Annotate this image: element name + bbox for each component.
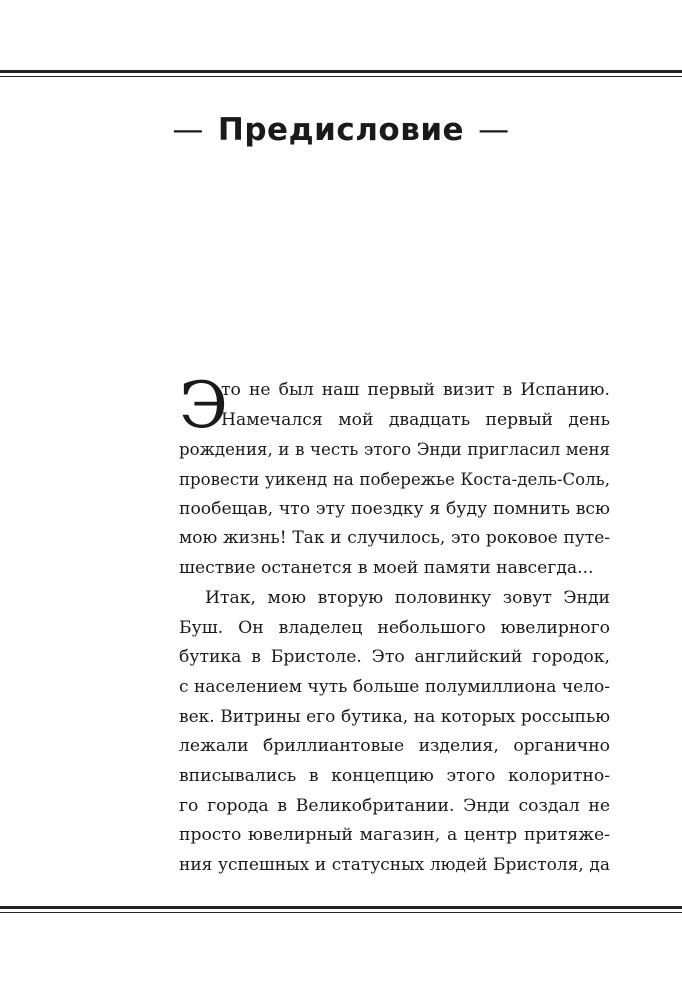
title-dash-right: —: [478, 112, 510, 148]
text-line: вписывались в концепцию этого колоритно-: [179, 765, 610, 786]
text-line: бутика в Бристоле. Это английский городок,: [179, 647, 610, 668]
text-line: шествие останется в моей памяти навсегда...: [179, 558, 594, 579]
bottom-rule: [0, 906, 682, 913]
page-title: [0, 112, 682, 148]
text-line: век. Витрины его бутика, на которых россыпью: [179, 706, 610, 727]
paragraph-2: [179, 584, 610, 881]
text-line: ния успешных и статусных людей Бристоля, да: [179, 855, 610, 875]
title-text: Предисловие: [217, 112, 465, 148]
text-line: провести уикенд на побережье Коста-дель-Соль,: [179, 470, 610, 490]
title-dash-left: —: [172, 112, 204, 148]
text-line: пообещав, что эту поездку я буду помнить всю: [179, 498, 610, 519]
text-line: с населением чуть больше полумиллиона чело-: [179, 676, 610, 697]
text-line: лежали бриллиантовые изделия, органично: [179, 736, 610, 757]
top-rule: [0, 70, 682, 77]
text-line: Намечался мой двадцать первый день: [221, 409, 610, 430]
paragraph-1: [179, 369, 610, 584]
body-text: [179, 369, 610, 881]
text-line: Буш. Он владелец небольшого ювелирного: [179, 617, 610, 638]
drop-cap: Э: [179, 369, 228, 443]
text-line: го города в Великобритании. Энди создал не: [179, 795, 610, 816]
text-line: то не был наш первый визит в Испанию.: [221, 380, 610, 400]
text-line: Итак, мою вторую половинку зовут Энди: [205, 587, 610, 608]
text-line: рождения, и в честь этого Энди пригласил меня: [179, 440, 610, 460]
text-line: мою жизнь! Так и случилось, это роковое путе-: [179, 528, 610, 549]
text-line: просто ювелирный магазин, а центр притяже-: [179, 825, 610, 846]
